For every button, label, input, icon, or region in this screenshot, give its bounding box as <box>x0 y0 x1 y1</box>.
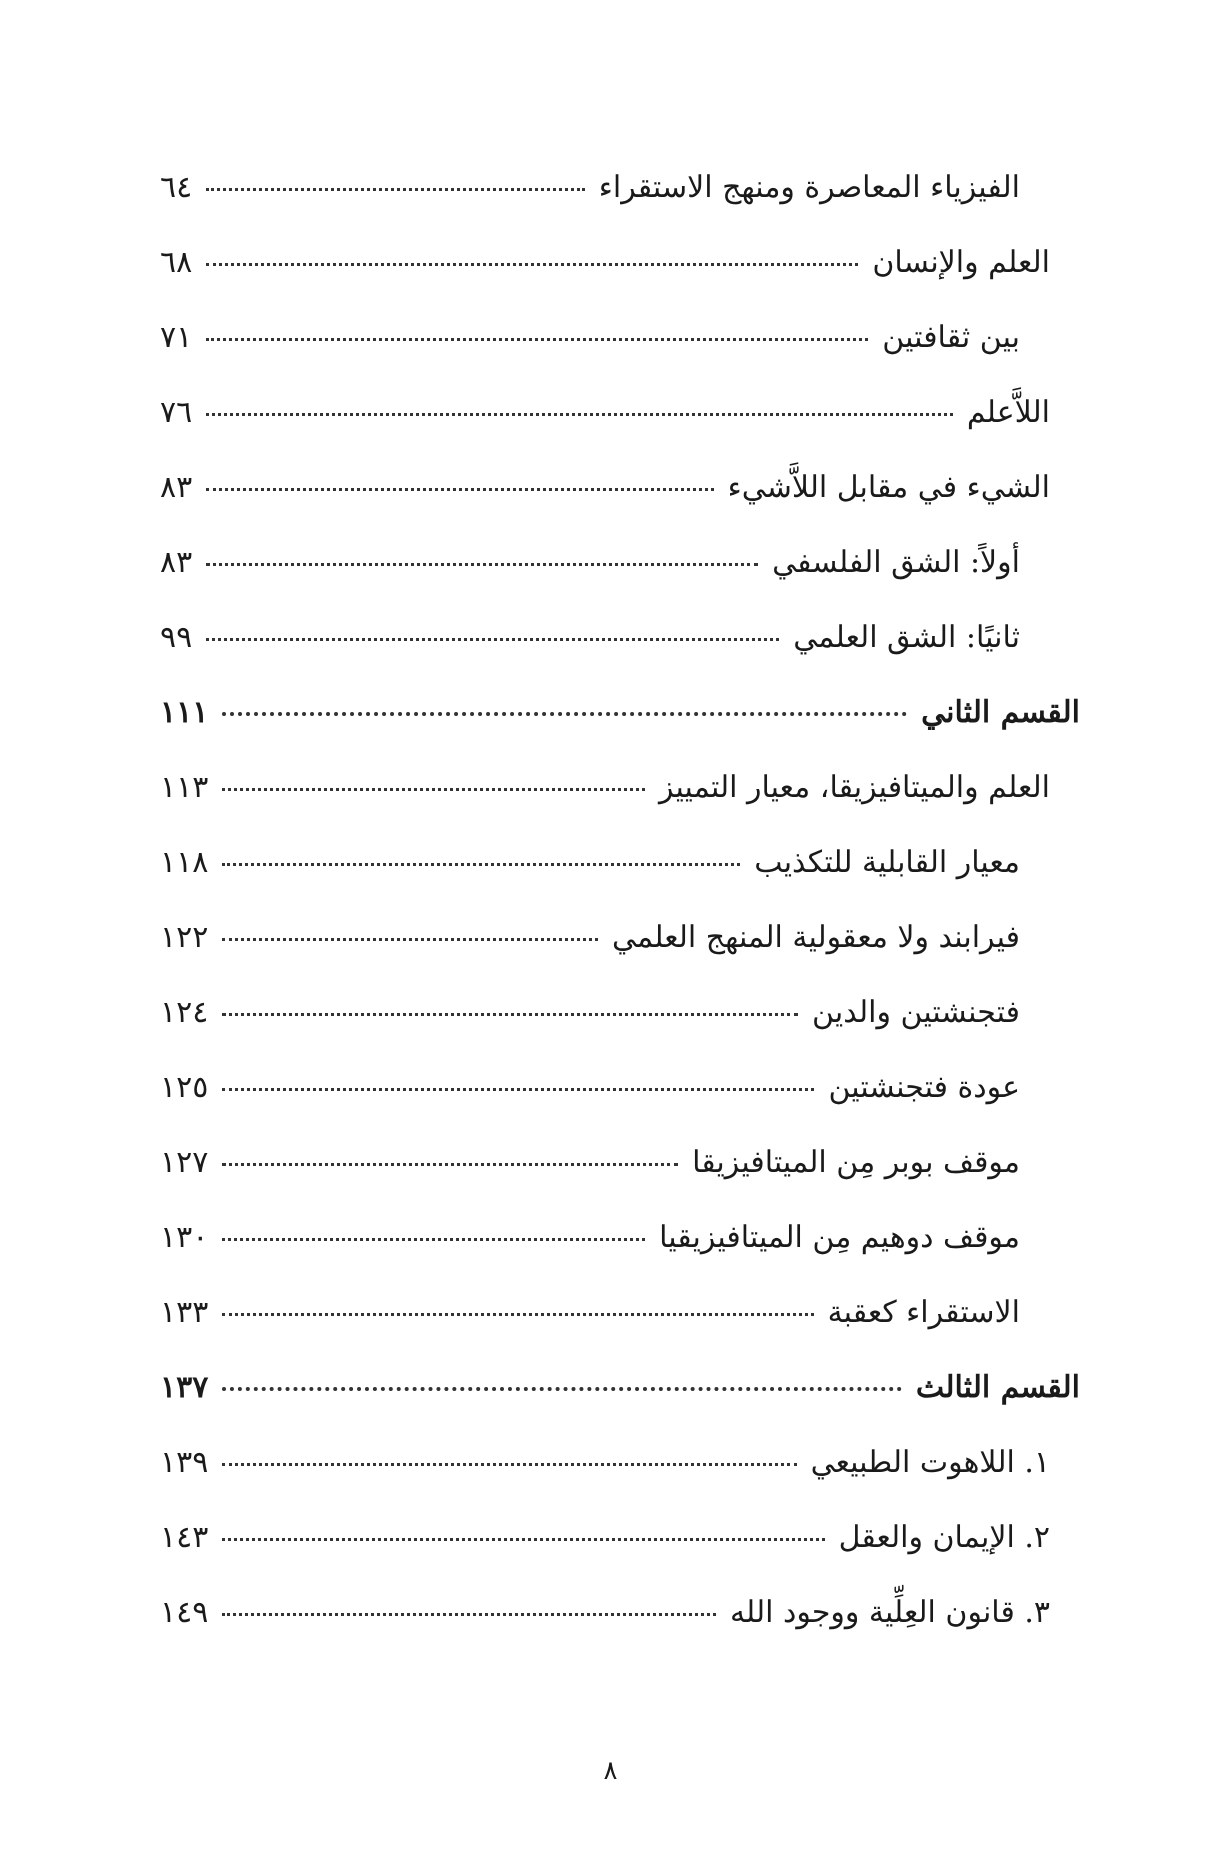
dot-leader <box>222 1013 798 1016</box>
toc-entry-page: ١٢٥ <box>160 1070 209 1105</box>
toc-entry-title: عودة فتجنشتين <box>828 1070 1020 1105</box>
toc-entry <box>160 1200 1080 1275</box>
toc-entry-title: القسم الثالث <box>915 1370 1080 1405</box>
table-of-contents <box>160 150 1080 1650</box>
toc-entry <box>160 750 1080 825</box>
toc-entry-title: العلم والميتافيزيقا، معيار التمييز <box>658 770 1050 805</box>
dot-leader <box>222 1463 796 1466</box>
toc-entry-page: ١٣٣ <box>160 1295 209 1330</box>
toc-entry-title: اللاَّعلم <box>966 395 1050 430</box>
toc-entry-page: ٨٣ <box>160 545 193 580</box>
toc-entry-title: الاستقراء كعقبة <box>827 1295 1020 1330</box>
page-number: ٨ <box>603 1756 618 1786</box>
dot-leader <box>222 1163 678 1166</box>
toc-entry-page: ١٢٤ <box>160 995 209 1030</box>
toc-entry-title: العلم والإنسان <box>872 245 1050 280</box>
toc-entry-title: ٢. الإيمان والعقل <box>838 1520 1050 1555</box>
dot-leader <box>222 1238 645 1241</box>
toc-entry-page: ١٤٣ <box>160 1520 209 1555</box>
toc-entry-page: ٦٤ <box>160 170 193 205</box>
toc-entry <box>160 1575 1080 1650</box>
toc-entry <box>160 1275 1080 1350</box>
dot-leader <box>206 338 868 341</box>
toc-entry-title: فيرابند ولا معقولية المنهج العلمي <box>612 920 1020 955</box>
toc-entry-page: ١٣٠ <box>160 1220 209 1255</box>
dot-leader <box>206 188 585 191</box>
toc-entry-page: ٧١ <box>160 320 193 355</box>
toc-entry-title: الفيزياء المعاصرة ومنهج الاستقراء <box>598 170 1020 205</box>
toc-entry <box>160 150 1080 225</box>
toc-entry-page: ١١١ <box>160 695 209 730</box>
dot-leader <box>206 263 858 266</box>
toc-entry-title: القسم الثاني <box>921 695 1080 730</box>
toc-entry <box>160 300 1080 375</box>
toc-entry-page: ٩٩ <box>160 620 193 655</box>
toc-entry-title: ٣. قانون العِلِّية ووجود الله <box>729 1595 1050 1630</box>
toc-entry <box>160 375 1080 450</box>
dot-leader <box>222 1613 716 1616</box>
toc-entry <box>160 600 1080 675</box>
dot-leader <box>222 938 598 941</box>
dot-leader <box>222 1387 902 1391</box>
toc-entry <box>160 1500 1080 1575</box>
toc-entry <box>160 975 1080 1050</box>
dot-leader <box>222 863 740 866</box>
dot-leader <box>222 788 645 791</box>
toc-entry-title: أولاً: الشق الفلسفي <box>772 545 1020 580</box>
dot-leader <box>222 712 907 716</box>
toc-entry <box>160 225 1080 300</box>
toc-entry-title: معيار القابلية للتكذيب <box>754 845 1020 880</box>
toc-entry-page: ١٣٩ <box>160 1445 209 1480</box>
toc-entry-page: ٧٦ <box>160 395 193 430</box>
dot-leader <box>222 1088 814 1091</box>
toc-entry-title: بين ثقافتين <box>882 320 1020 355</box>
toc-entry-title: موقف دوهيم مِن الميتافيزيقيا <box>659 1220 1020 1255</box>
toc-entry <box>160 450 1080 525</box>
toc-entry-title: موقف بوبر مِن الميتافيزيقا <box>692 1145 1020 1180</box>
toc-entry <box>160 1125 1080 1200</box>
toc-entry <box>160 1425 1080 1500</box>
dot-leader <box>206 638 779 641</box>
toc-entry <box>160 525 1080 600</box>
toc-entry-title: ١. اللاهوت الطبيعي <box>810 1445 1050 1480</box>
toc-entry-title: فتجنشتين والدين <box>812 995 1020 1030</box>
toc-entry <box>160 825 1080 900</box>
toc-entry-page: ١٤٩ <box>160 1595 209 1630</box>
toc-entry-page: ١١٣ <box>160 770 209 805</box>
toc-entry-page: ١٢٢ <box>160 920 209 955</box>
dot-leader <box>222 1538 824 1541</box>
toc-entry-page: ١٣٧ <box>160 1370 209 1405</box>
toc-entry-title: ثانيًا: الشق العلمي <box>793 620 1020 655</box>
toc-entry-page: ١٢٧ <box>160 1145 209 1180</box>
toc-entry-title: الشيء في مقابل اللاَّشيء <box>727 470 1050 505</box>
dot-leader <box>206 413 953 416</box>
toc-section-heading <box>160 675 1080 750</box>
toc-entry-page: ٦٨ <box>160 245 193 280</box>
toc-section-heading <box>160 1350 1080 1425</box>
dot-leader <box>206 488 713 491</box>
toc-entry-page: ٨٣ <box>160 470 193 505</box>
toc-entry <box>160 900 1080 975</box>
dot-leader <box>222 1313 813 1316</box>
toc-entry <box>160 1050 1080 1125</box>
toc-entry-page: ١١٨ <box>160 845 209 880</box>
dot-leader <box>206 563 758 566</box>
